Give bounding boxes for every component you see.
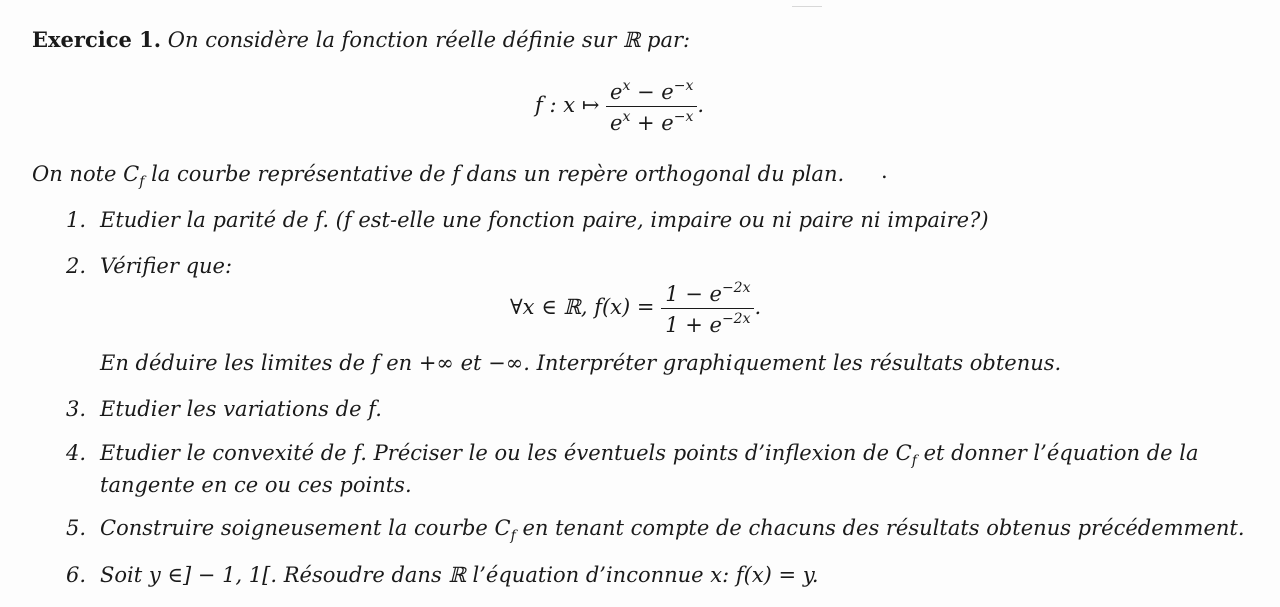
list-item-1 [66, 207, 989, 233]
item-subscript: f [911, 453, 917, 469]
identity-numerator: $1 - e^{-2x}$ [661, 280, 754, 309]
identity-prefix: ∀x ∈ ℝ, f(x) = [510, 295, 655, 319]
item-text-b: et donner l’équation de la [916, 441, 1199, 465]
function-fraction [606, 78, 697, 135]
identity-formula [510, 280, 761, 337]
item-text: Etudier les variations de f. [100, 397, 382, 421]
item-text-b: en tenant compte de chacuns des résultats obtenus précédemment. [515, 516, 1245, 540]
stray-mark: . [881, 159, 888, 183]
list-item-5 [66, 515, 1245, 549]
list-item-2 [66, 253, 232, 279]
function-definition [535, 78, 704, 135]
list-item-3 [66, 396, 382, 422]
list-item-4 [66, 440, 1199, 474]
note-subscript: f [139, 174, 145, 190]
item-number: 5. [66, 516, 87, 540]
item-text-a: Etudier le convexité de f. Préciser le ou les éventuels points d’inflexion de C [100, 441, 912, 465]
item-text: Vérifier que: [100, 254, 233, 278]
function-end: . [697, 93, 705, 117]
item-2-follow: En déduire les limites de f en +∞ et −∞. Interpréter graphiquement les résultats obtenus. [100, 351, 1062, 375]
function-numerator: $e^x - e^{-x}$ [606, 78, 697, 107]
item-number: 6. [66, 563, 87, 587]
identity-end: . [754, 295, 762, 319]
note-part-b: la courbe représentative de f dans un repère orthogonal du plan. [144, 162, 845, 186]
item-text-a: Construire soigneusement la courbe C [100, 516, 511, 540]
note-part-a: On note C [32, 162, 140, 186]
function-denominator: $e^x + e^{-x}$ [610, 109, 694, 135]
item-text: Soit y ∈] − 1, 1[. Résoudre dans ℝ l’équation d’inconnue x: f(x) = y. [100, 563, 819, 587]
list-item-6 [66, 562, 819, 588]
scan-mark [792, 6, 822, 7]
curve-note [32, 161, 844, 195]
exercise-intro: On considère la fonction réelle définie sur ℝ par: [167, 28, 691, 52]
item-text: Etudier la parité de f. (f est-elle une fonction paire, impaire ou ni paire ni impaire?) [100, 208, 989, 232]
identity-fraction [661, 280, 754, 337]
exercise-title: Exercice 1. [32, 27, 162, 52]
item-subscript: f [510, 528, 516, 544]
identity-denominator: $1 + e^{-2x}$ [665, 311, 751, 337]
item-number: 4. [66, 441, 87, 465]
item-number: 2. [66, 254, 87, 278]
item-4-line-2: tangente en ce ou ces points. [100, 473, 412, 497]
item-number: 1. [66, 208, 87, 232]
item-number: 3. [66, 397, 87, 421]
function-prefix: f : x ↦ [535, 93, 600, 117]
exercise-header [32, 27, 690, 53]
